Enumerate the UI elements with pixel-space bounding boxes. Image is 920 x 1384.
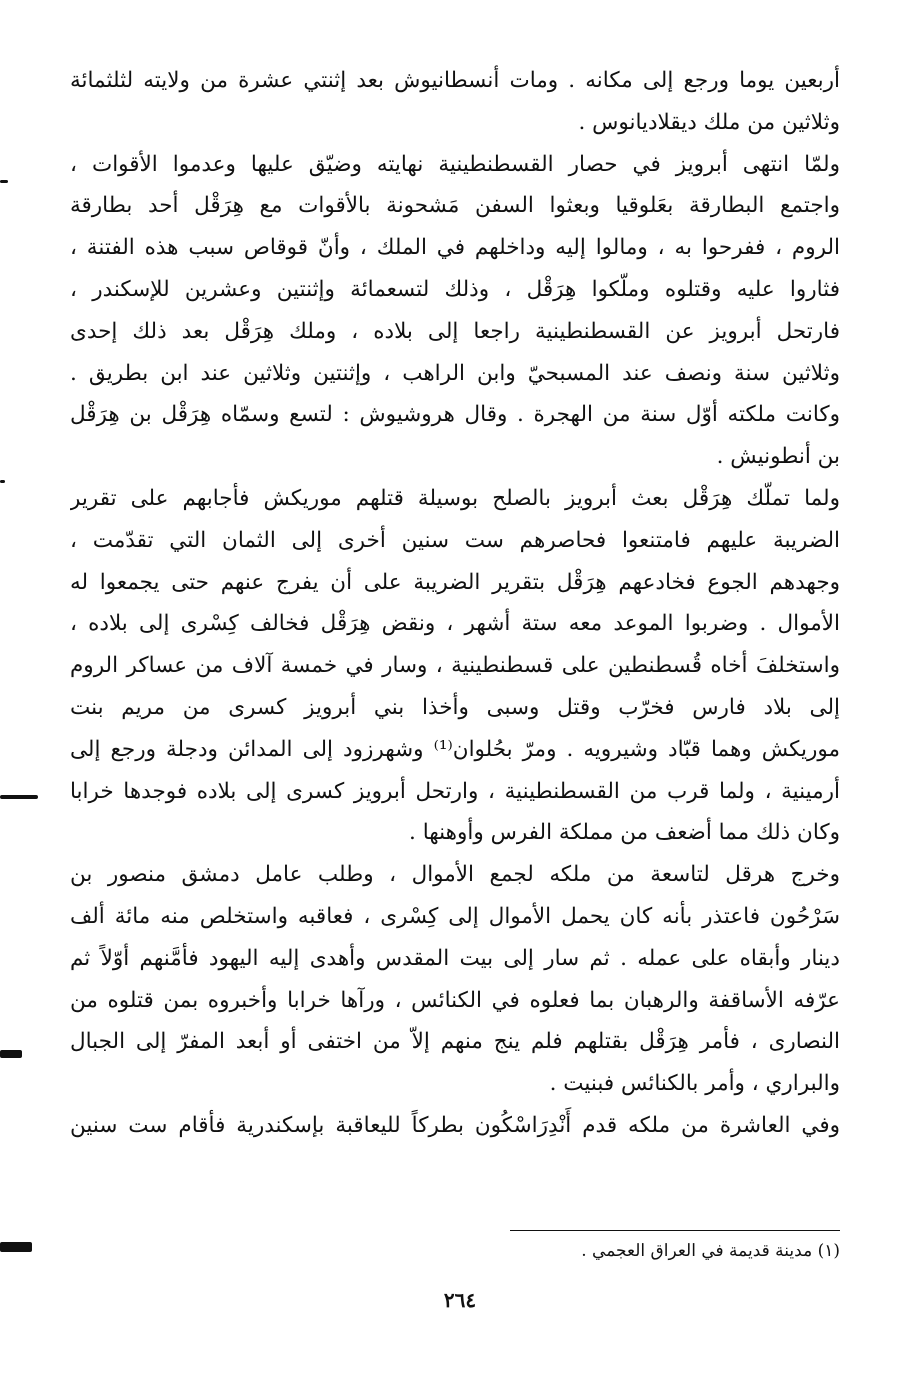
text-line: الروم ، ففرحوا به ، ومالوا إليه وداخلهم في الملك ، وأنّ قوقاص سبب هذه الفتنة ،	[70, 235, 840, 261]
footnote-divider	[510, 1230, 840, 1231]
text-line: والبراري ، وأمر بالكنائس فبنيت .	[549, 1071, 840, 1097]
text-line: واستخلفَ أخاه قُسطنطين على قسطنطينية ، وسار في خمسة آلاف من عساكر الروم	[70, 653, 840, 679]
text-line: النصارى ، فأمر هِرَقْل بقتلهم فلم ينج منهم إلاّ من اختفى أو أبعد المفرّ إلى الجبال	[70, 1029, 840, 1055]
text-line: دينار وأبقاه على عمله . ثم سار إلى بيت المقدس وأهدى إليه اليهود فأمَّنهم أوّلاً ثم	[70, 945, 840, 971]
text-line: وفي العاشرة من ملكه قدم أَنْدِرَاسْكُون بطركاً لليعاقبة بإسكندرية فأقام ست سنين	[70, 1112, 840, 1138]
text-line: أرمينية ، ولما قرب من القسطنطينية ، وارتحل أبرويز كسرى إلى بلاده فوجدها خرابا	[70, 778, 840, 804]
text-line: ولمّا انتهى أبرويز في حصار القسطنطينية نهايته وضيّق عليها وعدموا الأقوات ،	[70, 151, 840, 177]
text-line: وثلاثين سنة ونصف عند المسبحيّ وابن الراهب ، وإثنتين وثلاثين عند ابن بطريق .	[70, 360, 840, 386]
text-line: وكان ذلك مما أضعف من مملكة الفرس وأوهنها .	[409, 820, 840, 846]
text-line: وكانت ملكته أوّل سنة من الهجرة . وقال هروشيوش : لتسع وسمّاه هِرَقْل بن هِرَقْل	[70, 402, 840, 428]
text-line: أربعين يوما ورجع إلى مكانه . ومات أنسطانيوش بعد إثنتي عشرة من ولايته لثلثمائة	[70, 68, 840, 93]
text-line: فارتحل أبرويز عن القسطنطينية راجعا إلى بلاده ، وملك هِرَقْل بعد ذلك إحدى	[70, 318, 840, 344]
scan-mark	[0, 1242, 32, 1252]
text-line: وثلاثين من ملك ديقلاديانوس .	[578, 109, 840, 135]
scan-mark	[0, 480, 5, 483]
text-line: الضريبة عليهم فامتنعوا فحاصرهم ست سنين أخرى إلى الثمان التي تقدّمت ،	[70, 527, 840, 553]
text-line: إلى بلاد فارس فخرّب وقتل وسبى وأخذا بني أبرويز كسرى من مريم بنت	[70, 694, 840, 720]
text-line: عرّفه الأساقفة والرهبان بما فعلوه في الكنائس ، ورآها خرابا وأخبروه بمن قتلوه من	[70, 987, 840, 1013]
text-line: واجتمع البطارقة بعَلوقيا وبعثوا السفن مَشحونة بالأقوات مع هِرَقْل أحد بطارقة	[70, 193, 840, 219]
text-line: سَرْحُون فاعتذر بأنه كان يحمل الأموال إلى كِسْرى ، فعاقبه واستخلص منه مائة ألف	[70, 903, 840, 929]
body-text	[70, 60, 840, 1147]
scan-mark	[0, 1050, 22, 1058]
scan-mark	[0, 795, 38, 799]
text-line: وجهدهم الجوع فخادعهم هِرَقْل بتقرير الضريبة على أن يفرج عنهم حتى يجمعوا له	[70, 569, 840, 595]
text-line: موريكش وهما قبّاد وشيرويه . ومرّ بحُلوان⁽¹⁾ وشهرزود إلى المدائن ودجلة ورجع إلى	[70, 736, 840, 762]
text-line: الأموال . وضربوا الموعد معه ستة أشهر ، ونقض هِرَقْل فخالف كِسْرى إلى بلاده ،	[70, 611, 840, 637]
text-line: بن أنطونيش .	[716, 444, 840, 470]
footnote: (١) مدينة قديمة في العراق العجمي .	[581, 1241, 840, 1261]
text-line: فثاروا عليه وقتلوه وملّكوا هِرَقْل ، وذلك لتسعمائة وإثنتين وعشرين للإسكندر ،	[70, 276, 840, 302]
scan-mark	[0, 180, 8, 183]
page-number: ٢٦٤	[443, 1288, 477, 1312]
text-line: وخرج هرقل لتاسعة من ملكه لجمع الأموال ، وطلب عامل دمشق منصور بن	[70, 862, 840, 888]
text-line: ولما تملّك هِرَقْل بعث أبرويز بالصلح بوسيلة قتلهم موريكش فأجابهم على تقرير	[70, 485, 840, 511]
